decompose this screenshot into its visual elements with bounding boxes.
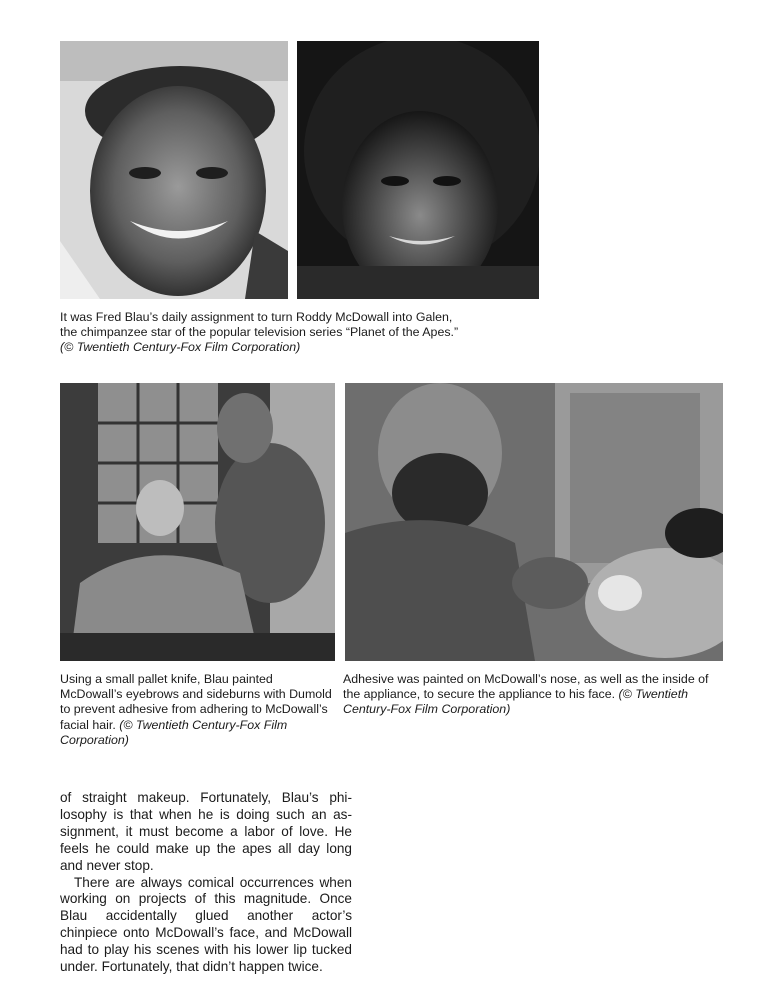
- body-paragraph: of straight makeup. Fortunately, Blau’s philosophy is that when he is doing such an assignment, it must become a labor of love. He feels he could make up the apes all day long and never stop.: [60, 790, 352, 873]
- fred-blau-portrait-photo: [60, 41, 288, 299]
- left-photo-caption: [60, 672, 335, 748]
- caption-text: Using a small pallet knife, Blau painted McDowall’s eyebrows and sideburns with Dumold to prevent adhesive from adhering to McDowall’s facial hair.: [60, 672, 332, 732]
- body-paragraph: There are always comical occurrences when working on projects of this magnitude. Once Blau accidentally glued another actor’s chinpiece onto McDowall’s face, and McDowall had to play his scenes with his lower lip tucked under. Fortunately, that didn’t happen twice.: [60, 874, 352, 975]
- caption-text: Adhesive was painted on McDowall’s nose, as well as the inside of the appliance, to secure the appliance to his face.: [343, 672, 709, 702]
- caption-credit: (© Twentieth Century-Fox Film Corporation): [60, 717, 288, 747]
- right-photo-caption: [343, 672, 723, 718]
- blau-painting-eyebrows-photo: [60, 383, 335, 661]
- adhesive-on-nose-photo: [345, 383, 723, 661]
- caption-credit: (© Twentieth Century-Fox Film Corporation): [343, 687, 689, 717]
- roddy-mcdowall-as-galen-photo: [297, 41, 539, 299]
- caption-credit: (© Twentieth Century-Fox Film Corporation): [60, 340, 301, 355]
- article-body-text: [60, 790, 352, 976]
- caption-text: It was Fred Blau’s daily assignment to turn Roddy McDowall into Galen, the chimpanzee star of the popular television series “Planet of the Apes.”: [60, 310, 459, 340]
- top-photos-caption: [60, 310, 462, 356]
